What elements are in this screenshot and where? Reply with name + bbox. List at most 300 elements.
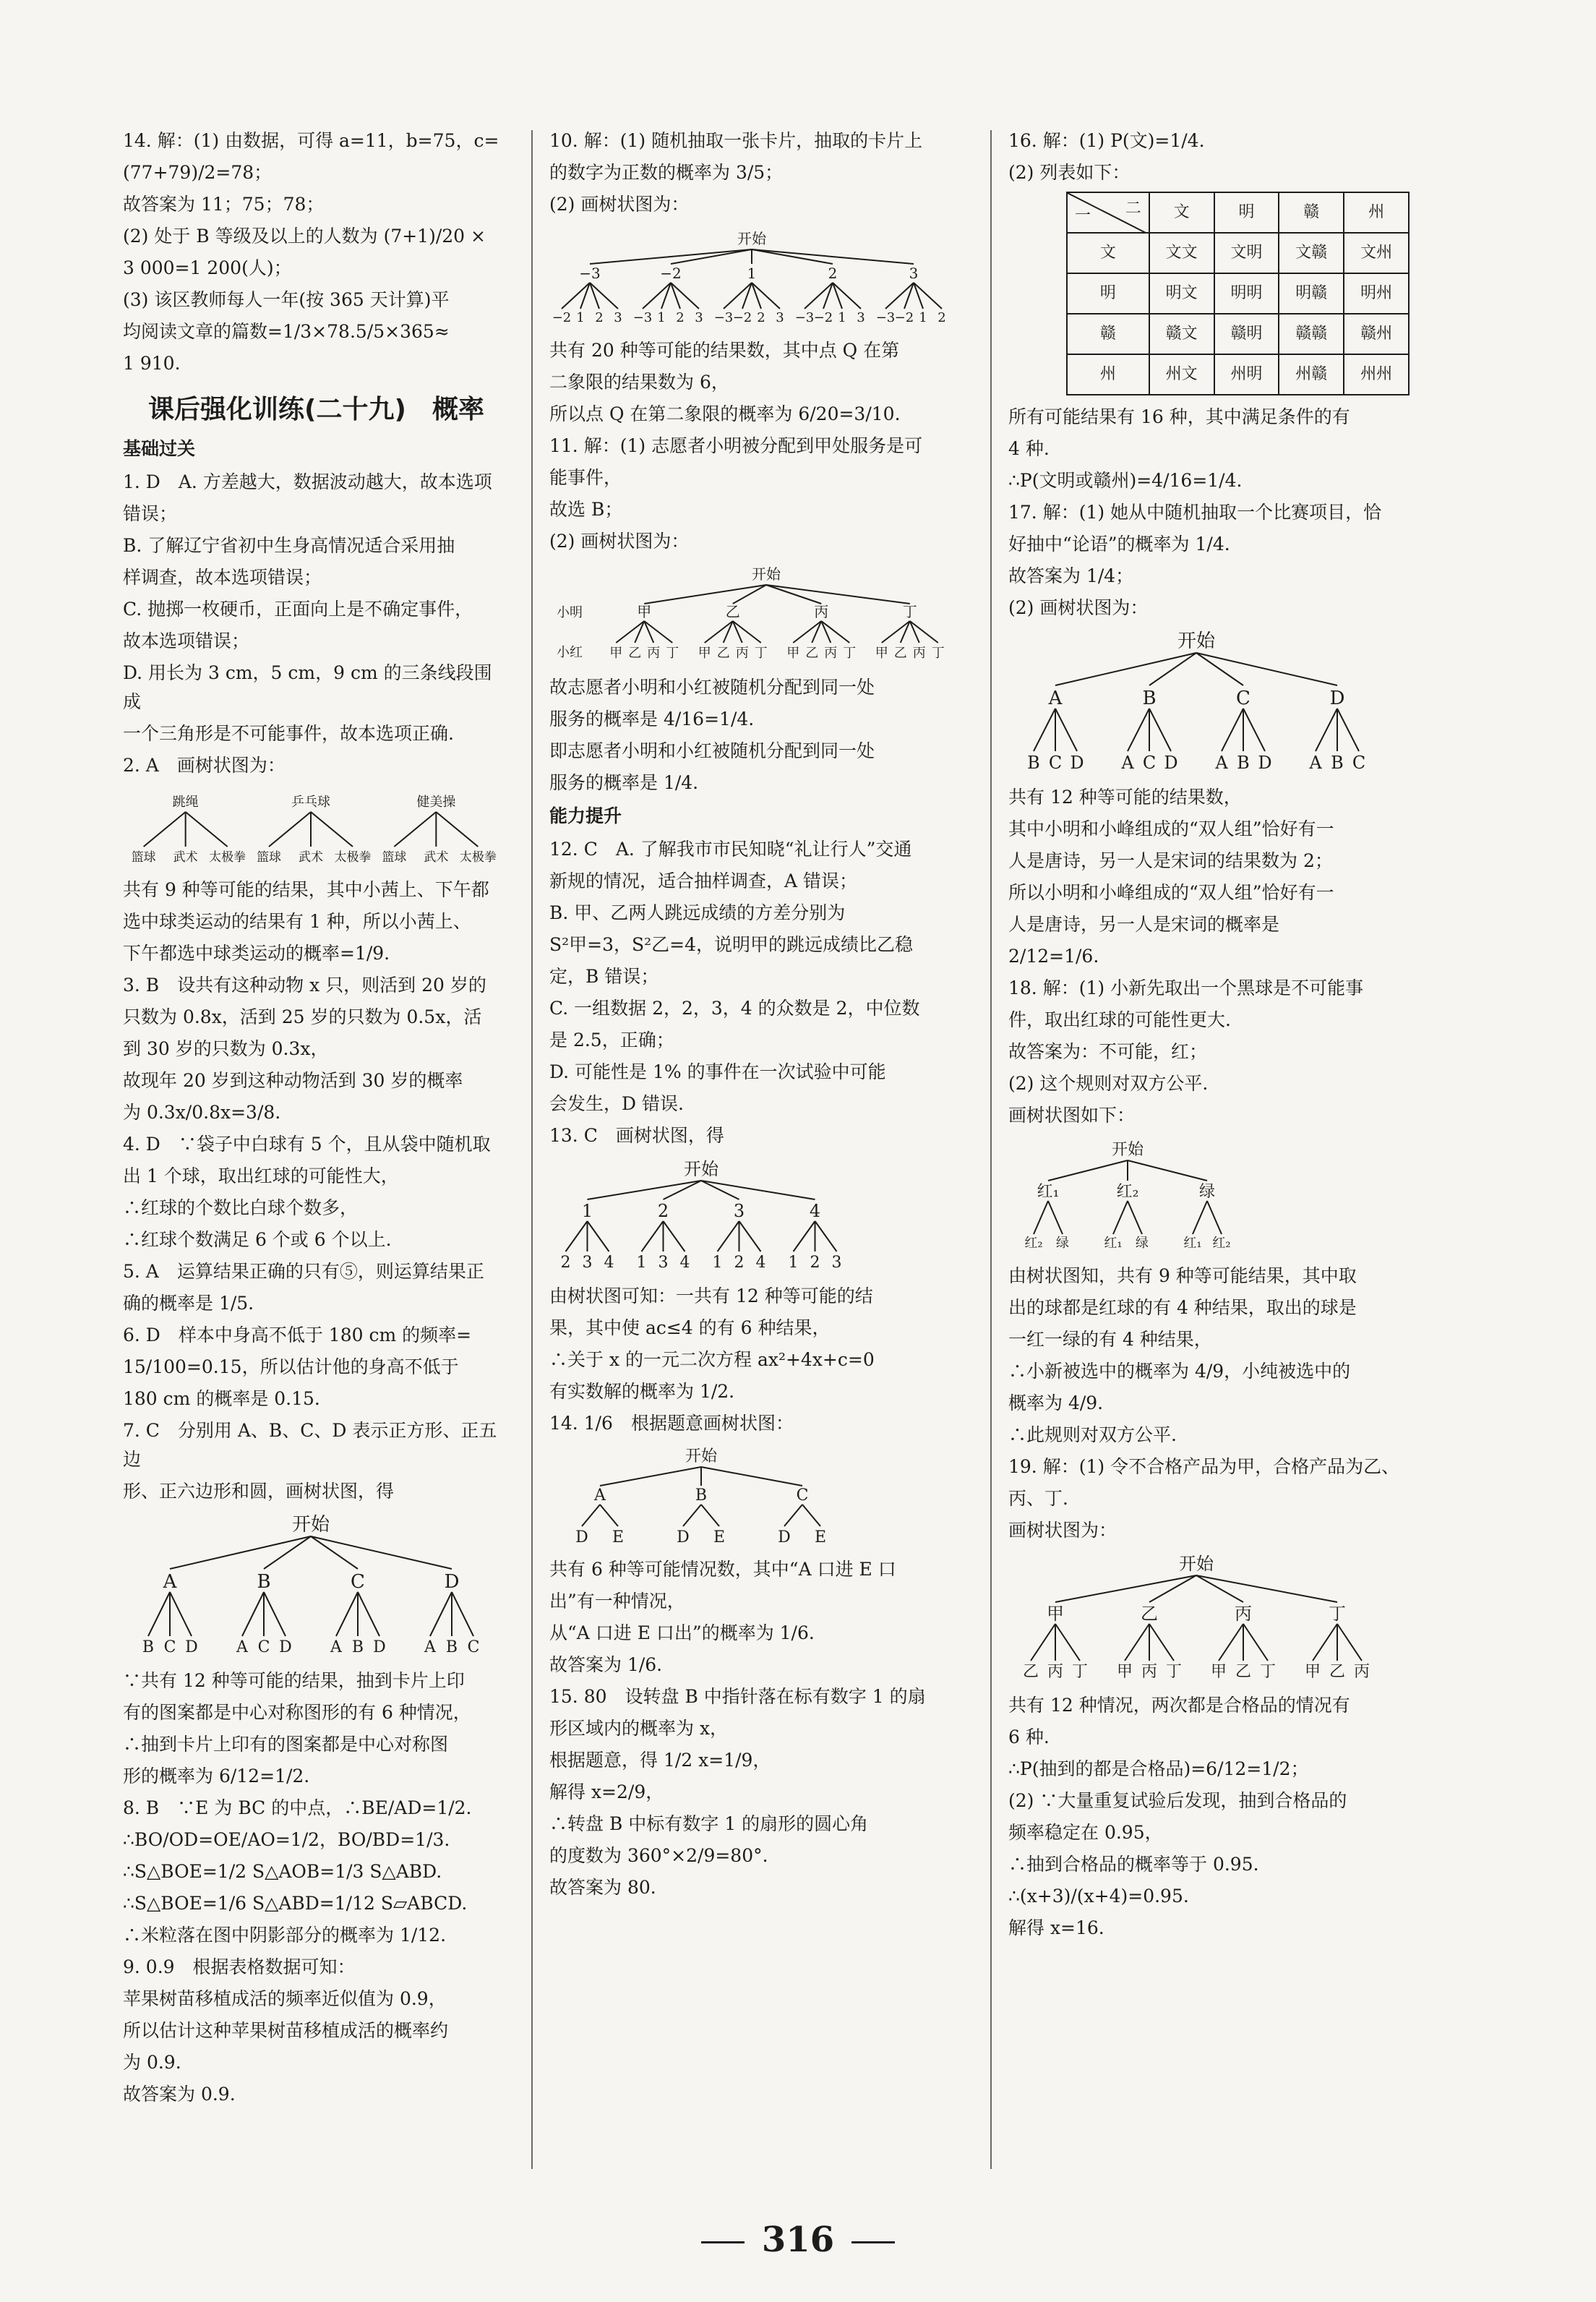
text-line: 由树状图知，共有 9 种等可能结果，其中取	[1008, 1265, 1357, 1286]
answer-block	[123, 127, 510, 378]
text-line: 件，取出红球的可能性更大.	[1008, 1009, 1231, 1030]
tree-leaf: −3	[875, 310, 896, 325]
text-line: ∴红球个数满足 6 个或 6 个以上.	[123, 1229, 392, 1250]
tree-branch	[582, 1505, 600, 1526]
tree-branch	[588, 1221, 609, 1251]
table-cell: 赣文	[1149, 314, 1214, 354]
text-line: B. 了解辽宁省初中生身高情况适合采用抽	[123, 535, 455, 556]
tree-node: D	[1329, 688, 1345, 709]
tree-leaf: B	[1331, 753, 1344, 773]
tree-branch	[588, 1181, 702, 1199]
tree-leaf: 绿	[1136, 1236, 1149, 1251]
tree-node: 丁	[1329, 1604, 1346, 1624]
tree-branch	[701, 1181, 815, 1199]
tree-diagram	[549, 222, 954, 330]
tree-root: 开始	[752, 565, 781, 583]
tree-leaf: 绿	[1056, 1236, 1069, 1251]
text-line: 1 910.	[123, 353, 181, 374]
tree-leaf: 甲	[698, 646, 711, 661]
answer-block	[1008, 783, 1410, 1130]
text-line: 为 0.3x/0.8x=3/8.	[123, 1102, 281, 1123]
tree-leaf: 甲	[786, 646, 800, 661]
text-line: 3. B 设共有这种动物 x 只，则活到 20 岁的	[123, 975, 486, 996]
tree-branch	[1196, 653, 1337, 685]
tree-leaf: −2	[813, 310, 833, 325]
tree-branch	[1128, 1201, 1142, 1234]
corner-bottom: 一	[1075, 207, 1091, 225]
tree-leaf: D	[279, 1638, 292, 1656]
tree-leaf: 甲	[1116, 1663, 1133, 1681]
tree-leaf: 丁	[754, 646, 768, 661]
text-line: 8. B ∵E 为 BC 的中点，∴BE/AD=1/2.	[123, 1797, 472, 1818]
table-cell: 赣州	[1344, 314, 1409, 354]
tree-leaf: E	[814, 1528, 827, 1546]
tree-node: 乙	[725, 603, 740, 620]
tree-leaf: 乙	[1022, 1663, 1039, 1681]
tree-branch	[1034, 1201, 1048, 1234]
text-line: 画树状图为：	[1008, 1520, 1117, 1541]
tree-leaf: 3	[857, 310, 865, 325]
tree-leaf: 2	[676, 310, 685, 325]
text-line: 解得 x=16.	[1008, 1917, 1104, 1938]
text-line: 故答案为 80.	[549, 1877, 656, 1898]
answer-block	[1008, 1262, 1410, 1545]
text-line: 人是唐诗，另一人是宋词的概率是	[1008, 914, 1280, 935]
tree-leaf: 丁	[1259, 1663, 1277, 1681]
subsection-title: 能力提升	[549, 805, 622, 826]
text-line: 2. A 画树状图为：	[123, 755, 286, 776]
tree-branch	[436, 812, 478, 847]
tree-node: 1	[747, 265, 757, 282]
text-line: 故答案为 1/4；	[1008, 565, 1134, 586]
text-line: 错误；	[123, 503, 178, 524]
tree-root: 开始	[291, 1514, 330, 1536]
tree-leaf: D	[185, 1638, 198, 1656]
tree-branch	[358, 1592, 379, 1636]
text-line: ∴P(文明或赣州)=4/16=1/4.	[1008, 470, 1243, 491]
table-row	[1067, 314, 1409, 354]
tree-branch	[264, 1592, 286, 1636]
tree-branch	[794, 1221, 815, 1251]
text-line: (2) 画树状图为：	[549, 531, 690, 552]
text-line: ∴S△BOE=1/6 S△ABD=1/12 S▱ABCD.	[123, 1893, 468, 1914]
tree-leaf: 丁	[843, 646, 857, 661]
text-line: 11. 解：(1) 志愿者小明被分配到甲处服务是可	[549, 435, 923, 456]
tree-leaf: 乙	[716, 646, 730, 661]
text-line: 4. D ∵袋子中白球有 5 个，且从袋中随机取	[123, 1134, 491, 1155]
tree-branch	[784, 1505, 802, 1526]
tree-leaf: −3	[632, 310, 653, 325]
answer-block	[549, 673, 969, 797]
tree-branch	[1125, 1624, 1149, 1661]
tree-branch	[1219, 1624, 1243, 1661]
tree-node: 甲	[637, 603, 652, 620]
tree-node: 乙	[1141, 1604, 1158, 1624]
tree-leaf: 篮球	[257, 850, 281, 865]
tree-leaf: C	[1142, 753, 1157, 773]
tree-leaf: −2	[732, 310, 752, 325]
text-line: 频率稳定在 0.95，	[1008, 1822, 1163, 1843]
tree-node: A	[594, 1486, 606, 1505]
tree-leaf: D	[677, 1528, 690, 1546]
text-line: 6 种.	[1008, 1726, 1050, 1747]
tree-diagram	[549, 559, 954, 667]
tree-leaf: 甲	[1210, 1663, 1227, 1681]
tree-diagram	[1008, 1133, 1399, 1256]
text-line: 一个三角形是不可能事件，故本选项正确.	[123, 723, 454, 744]
tree-branch	[701, 1467, 802, 1486]
text-line: 所以小明和小峰组成的“双人组”恰好有一	[1008, 882, 1334, 903]
text-line: 17. 解：(1) 她从中随机抽取一个比赛项目，恰	[1008, 502, 1382, 523]
tree-leaf: 4	[755, 1254, 766, 1272]
text-line: 共有 9 种等可能的结果，其中小茜上、下午都	[123, 879, 489, 900]
table-cell: 赣赣	[1279, 314, 1344, 354]
tree-diagram	[123, 1509, 499, 1661]
tree-leaf: D	[778, 1528, 791, 1546]
tree-leaf: 太极拳	[334, 850, 372, 865]
text-line: 定，B 错误；	[549, 966, 659, 987]
tree-leaf: 太极拳	[459, 850, 497, 865]
tree-branch	[170, 1592, 192, 1636]
tree-leaf: 丙	[735, 646, 749, 661]
text-line: 果，其中使 ac≤4 的有 6 种结果，	[549, 1317, 831, 1338]
table-cell: 明	[1067, 273, 1149, 314]
tree-branch	[664, 1221, 685, 1251]
text-line: 的度数为 360°×2/9=80°.	[549, 1845, 768, 1866]
text-line: 形的概率为 6/12=1/2.	[123, 1766, 310, 1787]
tree-leaf: B	[1237, 753, 1250, 773]
tree-leaf: A	[1215, 753, 1228, 773]
text-line: 10. 解：(1) 随机抽取一张卡片，抽取的卡片上	[549, 130, 923, 151]
column-divider-1	[531, 130, 533, 2169]
tree-leaf: 甲	[609, 646, 623, 661]
tree-branch	[430, 1592, 452, 1636]
text-line: 画树状图如下：	[1008, 1105, 1136, 1126]
table-cell: 州赣	[1279, 354, 1344, 395]
answer-block	[549, 835, 969, 1150]
table-cell: 文	[1067, 233, 1149, 273]
tree-branch	[815, 1221, 837, 1251]
tree-branch	[739, 1221, 761, 1251]
tree-leaf: D	[1164, 753, 1178, 773]
page-number	[0, 2220, 1596, 2260]
text-line: 180 cm 的概率是 0.15.	[123, 1388, 320, 1409]
tree-leaf: C	[1048, 753, 1063, 773]
page-number-rule	[851, 2241, 895, 2243]
tree-leaf: 乙	[1329, 1663, 1346, 1681]
tree-node: A	[1048, 688, 1063, 709]
table-cell: 文明	[1214, 233, 1279, 273]
tree-leaf: 丁	[666, 646, 679, 661]
tree-root: 开始	[684, 1159, 718, 1179]
tree-root: 开始	[1111, 1141, 1144, 1159]
answer-block	[1008, 403, 1410, 622]
tree-branch	[1337, 1624, 1362, 1661]
tree-branch	[1055, 653, 1196, 685]
tree-leaf: 丁	[1071, 1663, 1089, 1681]
tree-branch	[600, 1467, 701, 1486]
tree-branch	[644, 585, 766, 604]
tree-leaf: C	[467, 1638, 480, 1656]
tree-leaf: 1	[919, 310, 927, 325]
text-line: 出 1 个球，取出红球的可能性大，	[123, 1165, 399, 1186]
tree-leaf: 篮球	[131, 850, 156, 865]
tree-node: 健美操	[416, 795, 456, 810]
text-line: 概率为 4/9.	[1008, 1392, 1104, 1413]
tree-leaf: 1	[576, 310, 585, 325]
tree-leaf: 乙	[893, 646, 907, 661]
tree-leaf: −2	[894, 310, 914, 325]
text-line: 服务的概率是 1/4.	[549, 772, 699, 793]
text-line: 是 2.5，正确；	[549, 1030, 674, 1051]
text-line: C. 抛掷一枚硬币，正面向上是不确定事件，	[123, 599, 473, 620]
tree-leaf: D	[575, 1528, 588, 1546]
text-line: ∴红球的个数比白球个数多，	[123, 1197, 359, 1218]
text-line: 5. A 运算结果正确的只有⑤，则运算结果正	[123, 1261, 484, 1282]
tree-leaf: D	[1070, 753, 1084, 773]
tree-branch	[1055, 1575, 1196, 1602]
text-line: 共有 12 种等可能的结果数，	[1008, 787, 1242, 808]
tree-node: 3	[733, 1201, 745, 1221]
tree-node: 2	[657, 1201, 669, 1221]
tree-leaf: E	[612, 1528, 625, 1546]
tree-diagram	[123, 783, 499, 870]
tree-leaf: 武术	[299, 850, 323, 865]
text-line: 形区域内的概率为 x，	[549, 1718, 729, 1739]
tree-branch	[1243, 1624, 1268, 1661]
text-line: 故答案为 11；75；78；	[123, 194, 325, 215]
tree-leaf: A	[236, 1638, 248, 1656]
tree-branch	[590, 249, 752, 264]
tree-branch	[1149, 1624, 1174, 1661]
text-line: 故现年 20 岁到这种动物活到 30 岁的概率	[123, 1070, 463, 1091]
tree-diagram	[549, 1153, 954, 1276]
tree-leaf: 3	[831, 1254, 842, 1272]
tree-node: 2	[828, 265, 838, 282]
tree-leaf: A	[424, 1638, 436, 1656]
tree-branch	[766, 585, 821, 604]
text-line: 13. C 画树状图，得	[549, 1125, 724, 1146]
text-line: 均阅读文章的篇数=1/3×78.5/5×365≈	[123, 321, 450, 342]
tree-leaf: 红₂	[1212, 1236, 1231, 1251]
tree-branch	[1316, 709, 1337, 751]
tree-node: 4	[809, 1201, 821, 1221]
tree-leaf: 1	[788, 1254, 799, 1272]
text-line: ∴(x+3)/(x+4)=0.95.	[1008, 1886, 1189, 1907]
text-line: (2) 这个规则对双方公平.	[1008, 1073, 1209, 1094]
tree-leaf: 乙	[805, 646, 819, 661]
table-row	[1067, 233, 1409, 273]
tree-leaf: A	[1121, 753, 1134, 773]
tree-leaf: 2	[938, 310, 946, 325]
text-line: 19. 解：(1) 令不合格产品为甲，合格产品为乙、	[1008, 1456, 1400, 1477]
tree-leaf: 太极拳	[209, 850, 246, 865]
table-header: 州	[1344, 192, 1409, 233]
tree-node: 红₁	[1037, 1183, 1060, 1201]
tree-branch	[394, 812, 436, 847]
table-cell: 州州	[1344, 354, 1409, 395]
answer-block	[549, 1282, 969, 1438]
column-1	[123, 127, 510, 2112]
text-line: 所有可能结果有 16 种，其中满足条件的有	[1008, 406, 1350, 427]
tree-branch	[452, 1592, 473, 1636]
answer-block	[549, 127, 969, 219]
tree-branch	[336, 1592, 358, 1636]
text-line: D. 用长为 3 cm，5 cm，9 cm 的三条线段围成	[123, 662, 492, 712]
tree-leaf: 1	[838, 310, 846, 325]
tree-root: 开始	[1179, 1554, 1214, 1574]
text-line: 人是唐诗，另一人是宋词的结果数为 2；	[1008, 850, 1333, 871]
tree-leaf: C	[163, 1638, 176, 1656]
tree-root: 开始	[685, 1447, 718, 1466]
text-line: C. 一组数据 2，2，3，4 的众数是 2，中位数	[549, 998, 920, 1019]
text-line: D. 可能性是 1% 的事件在一次试验中可能	[549, 1061, 886, 1082]
tree-branch	[1048, 1201, 1063, 1234]
tree-leaf: 乙	[628, 646, 642, 661]
text-line: 的数字为正数的概率为 3/5；	[549, 162, 784, 183]
text-line: ∴小新被选中的概率为 4/9，小纯被选中的	[1008, 1361, 1351, 1382]
tree-branch	[1196, 1575, 1337, 1602]
tree-node: B	[695, 1486, 708, 1505]
table-cell: 赣明	[1214, 314, 1279, 354]
tree-leaf: B	[445, 1638, 458, 1656]
tree-branch	[1149, 709, 1171, 751]
tree-branch	[752, 249, 914, 264]
tree-node: C	[796, 1486, 809, 1505]
tree-leaf: 3	[695, 310, 703, 325]
tree-branch	[144, 812, 186, 847]
tree-node: 跳绳	[172, 795, 199, 810]
text-line: 一红一绿的有 4 种结果，	[1008, 1329, 1212, 1350]
text-line: 18. 解：(1) 小新先取出一个黑球是不可能事	[1008, 977, 1364, 998]
corner-top: 二	[1125, 200, 1141, 218]
tree-leaf: 丙	[1353, 1663, 1370, 1681]
text-line: ∴抽到卡片上印有的图案都是中心对称图	[123, 1734, 449, 1755]
tree-branch	[718, 1221, 739, 1251]
text-line: 能事件，	[549, 467, 622, 488]
column-3	[1008, 127, 1410, 1946]
tree-node: 丙	[1235, 1604, 1252, 1624]
tree-node: 乒乓球	[291, 795, 330, 810]
text-line: 下午都选中球类运动的概率=1/9.	[123, 943, 390, 964]
tree-branch	[1128, 709, 1149, 751]
table-cell: 州明	[1214, 354, 1279, 395]
text-line: 出的球都是红球的有 4 种结果，取出的球是	[1008, 1297, 1357, 1318]
text-line: 14. 解：(1) 由数据，可得 a=11，b=75，c=	[123, 130, 499, 151]
column-2	[549, 127, 969, 1905]
tree-leaf: −3	[713, 310, 734, 325]
text-line: 所以估计这种苹果树苗移植成活的概率约	[123, 2020, 449, 2041]
tree-leaf: 红₁	[1183, 1236, 1202, 1251]
tree-label: 小明	[557, 605, 583, 620]
table-row	[1067, 354, 1409, 395]
probability-table	[1066, 192, 1410, 395]
text-line: 只数为 0.8x，活到 25 岁的只数为 0.5x，活	[123, 1006, 482, 1027]
answer-block	[123, 1666, 510, 2109]
table-cell: 州	[1067, 354, 1149, 395]
table-cell: 文赣	[1279, 233, 1344, 273]
tree-node: 甲	[1047, 1604, 1064, 1624]
tree-leaf: 丙	[647, 646, 661, 661]
page-number-rule	[701, 2241, 745, 2243]
table-header: 赣	[1279, 192, 1344, 233]
table-header: 明	[1214, 192, 1279, 233]
tree-leaf: B	[1027, 753, 1040, 773]
answer-block	[123, 468, 510, 780]
text-line: 故本选项错误；	[123, 630, 250, 651]
table-corner	[1067, 192, 1149, 233]
text-line: 故答案为 1/6.	[549, 1654, 663, 1675]
tree-leaf: A	[330, 1638, 342, 1656]
text-line: 7. C 分别用 A、B、C、D 表示正方形、正五边	[123, 1420, 497, 1470]
tree-leaf: 3	[582, 1254, 593, 1272]
tree-root: 开始	[737, 230, 766, 247]
text-line: 共有 20 种等可能的结果数，其中点 Q 在第	[549, 340, 900, 361]
tree-leaf: 1	[657, 310, 666, 325]
text-line: (2) 画树状图为：	[549, 194, 690, 215]
tree-node: 丁	[902, 603, 917, 620]
answer-block	[549, 336, 969, 556]
tree-node: 丙	[814, 603, 829, 620]
tree-branch	[311, 812, 353, 847]
tree-branch	[1055, 1624, 1080, 1661]
text-line: 会发生，D 错误.	[549, 1093, 684, 1114]
text-line: 由树状图可知：一共有 12 种等可能的结	[549, 1285, 873, 1306]
text-line: 12. C A. 了解我市市民知晓“礼让行人”交通	[549, 839, 912, 860]
tree-leaf: 4	[604, 1254, 614, 1272]
text-line: 解得 x=2/9，	[549, 1781, 664, 1802]
tree-leaf: C	[257, 1638, 270, 1656]
text-line: ∴P(抽到的都是合格品)=6/12=1/2；	[1008, 1758, 1309, 1779]
text-line: 到 30 岁的只数为 0.3x，	[123, 1038, 329, 1059]
tree-label: 小红	[557, 645, 583, 660]
text-line: 6. D 样本中身高不低于 180 cm 的频率=	[123, 1325, 472, 1345]
tree-root: 开始	[1177, 630, 1216, 652]
tree-branch	[1313, 1624, 1337, 1661]
tree-leaf: 甲	[1304, 1663, 1321, 1681]
tree-node: B	[257, 1571, 271, 1593]
tree-diagram	[1008, 1548, 1399, 1685]
text-line: B. 甲、乙两人跳远成绩的方差分别为	[549, 902, 846, 923]
answer-block	[1008, 127, 1410, 187]
tree-leaf: 甲	[875, 646, 888, 661]
tree-leaf: 2	[560, 1254, 571, 1272]
table-cell: 州文	[1149, 354, 1214, 395]
text-line: 服务的概率是 4/16=1/4.	[549, 709, 755, 729]
text-line: 共有 6 种等可能情况数，其中“A 口进 E 口	[549, 1559, 896, 1580]
tree-diagram	[549, 1441, 954, 1549]
table-cell: 明赣	[1279, 273, 1344, 314]
tree-node: 绿	[1198, 1183, 1216, 1201]
tree-branch	[269, 812, 311, 847]
text-line: 根据题意，得 1/2 x=1/9，	[549, 1750, 771, 1771]
tree-branch	[1113, 1201, 1128, 1234]
text-line: ∴此规则对双方公平.	[1008, 1424, 1177, 1445]
text-line: ∴S△BOE=1/2 S△AOB=1/3 S△ABD.	[123, 1861, 442, 1882]
tree-leaf: 2	[734, 1254, 745, 1272]
text-line: 故答案为：不可能，红；	[1008, 1041, 1208, 1062]
tree-leaf: 武术	[424, 850, 449, 865]
tree-leaf: 丙	[1047, 1663, 1064, 1681]
tree-branch	[671, 249, 752, 264]
text-line: (2) 列表如下：	[1008, 162, 1130, 183]
tree-node: −2	[660, 265, 682, 282]
text-line: 共有 12 种情况，两次都是合格品的情况有	[1008, 1695, 1350, 1716]
tree-branch	[1337, 709, 1359, 751]
tree-leaf: 丙	[824, 646, 838, 661]
text-line: 为 0.9.	[123, 2052, 181, 2073]
text-line: 即志愿者小明和小红被随机分配到同一处	[549, 740, 875, 761]
